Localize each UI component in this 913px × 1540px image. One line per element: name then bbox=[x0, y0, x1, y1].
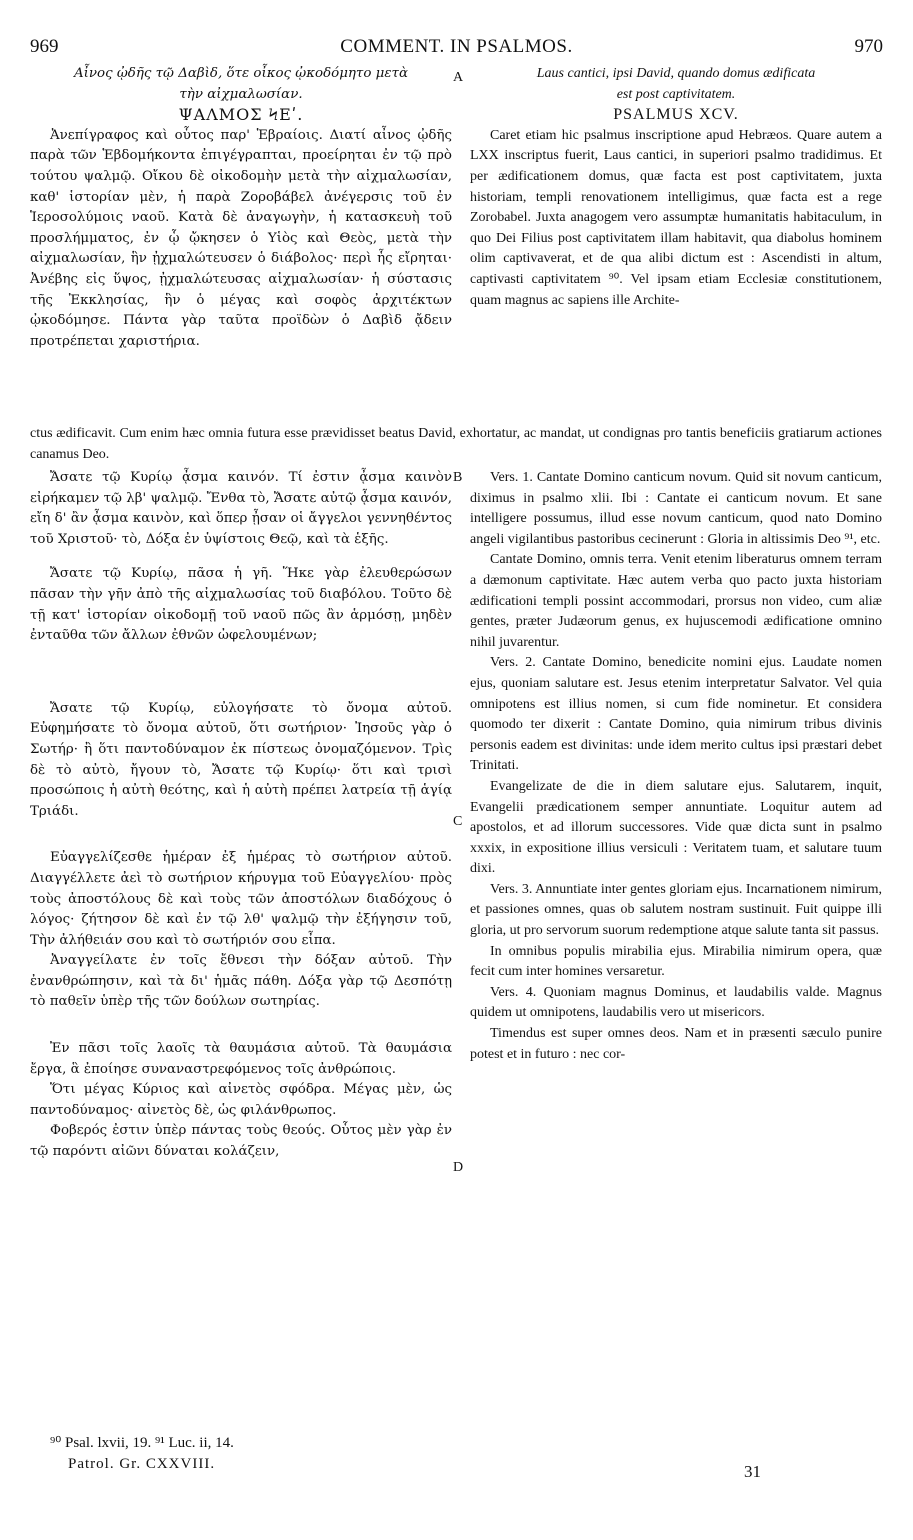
latin-verse-1b: Cantate Domino, omnis terra. Venit etenim liberaturus omnem terram a dæmonum captivitate. Hæc autem verba quo pacto juxta historiam ædificationi templi possint accommodari, prorsus non video, cum aliæ gentes, præter Judæorum genus, ex hujuscemodi ædificatione omnino nihil juvarentur. bbox=[470, 552, 882, 650]
greek-intro-paragraph: Ἀνεπίγραφος καὶ οὗτος παρ' Ἑβραίοις. Διατί αἶνος ᾠδῆς παρὰ τῶν Ἑβδομήκοντα ἐπιγέγραπται, προείρηται ἐν τῷ πρὸ τούτου ψαλμῷ. Οἴκου δὲ οἰκοδομὴν μετὰ τὴν αἰχμαλωσίαν, καθ' ἱστορίαν μὲν, ἡ παρὰ Ζοροβάβελ ἀνέγερσις τοῦ ἐν Ἱεροσολύμοις ναοῦ. Κατὰ δὲ ἀναγωγὴν, ἡ κατασκευὴ τοῦ προσλήμματος, ἐν ᾧ ᾤκησεν ὁ Υἱὸς καὶ Θεὸς, μετὰ τὴν αἰχμαλωσίαν, ἣν ᾐχμαλώτευσεν ὁ διάβολος· περὶ ἧς εἴρηται· Ἀνέβης εἰς ὕψος, ᾐχμαλώτευσας αἰχμαλωσίαν· ἡ σύστασις τῆς Ἐκκλησίας, ἣν ὁ μέγας καὶ σοφὸς ἀρχιτέκτων ᾠκοδόμησε. Πάντα γὰρ ταῦτα προϊδὼν ὁ Δαβὶδ ᾄδειν προτρέπεται χαριστήρια. bbox=[30, 127, 452, 349]
latin-title-line2: est post captivitatem. bbox=[616, 86, 736, 102]
latin-verse-3b: In omnibus populis mirabilia ejus. Mirabilia nimirum opera, quæ fecit cum inter homines versaretur. bbox=[470, 943, 882, 980]
right-page-number: 970 bbox=[854, 36, 883, 57]
left-page-number: 969 bbox=[30, 36, 59, 57]
latin-psalm-heading: PSALMUS XCV. bbox=[613, 106, 739, 124]
latin-intro-paragraph: Caret etiam hic psalmus inscriptione apud Hebræos. Quare autem a LXX inscriptus fuerit, Laus cantici, in superiori psalmo tradidimus. Et per ædificationem domus, quæ facta est post captivitatem, juxta historiam, templi renovationem intelligimus, quæ facta est a rege Zorobabel. Juxta anagogem vero assumptæ humanitatis habitaculum, in quo Dei Filius post captivitatem illam habitavit, qua diabolus hominem olim captivaverat, et de qua alibi dictum est : Ascendisti in altum, captivasti captivitatem ⁹⁰. Vel ipsam etiam Ecclesiæ constitutionem, quam magnus ac sapiens ille Archite- bbox=[470, 127, 882, 308]
greek-verse-3: Ἀναγγείλατε ἐν τοῖς ἔθνεσι τὴν δόξαν αὐτοῦ. Τὴν ἐνανθρώπησιν, καὶ τὰ δι' ἡμᾶς πάθη. Δόξα γὰρ τῷ Δεσπότῃ τὸ παθεῖν ὑπὲρ τῆς τῶν δούλων σωτηρίας. bbox=[30, 953, 452, 1010]
greek-verse-4: Ὅτι μέγας Κύριος καὶ αἰνετὸς σφόδρα. Μέγας μὲν, ὡς παντοδύναμος· αἰνετὸς δὲ, ὡς φιλάνθρωπος. bbox=[30, 1082, 452, 1118]
patrologia-signature: Patrol. Gr. CXXVIII. bbox=[68, 1456, 216, 1472]
latin-column-top bbox=[470, 64, 882, 311]
full-width-line: ctus ædificavit. Cum enim hæc omnia futura esse prævidisset beatus David, exhortatur, ac mandat, ut condignas pro tantis beneficiis gratiarum actiones canamus Deo. bbox=[30, 426, 882, 462]
latin-verse-1: Vers. 1. Cantate Domino canticum novum. Quid sit novum canticum, diximus in psalmo xlii. Ibi : Cantate ei canticum novum. Et sane intelligere possumus, illud esse novum canticum, quod nato Domino angeli vigilantibus pastoribus cecinerunt : Gloria in altissimis Deo ⁹¹, etc. bbox=[470, 470, 882, 547]
column-marker-b: B bbox=[453, 470, 463, 485]
greek-verse-1b: Ἄσατε τῷ Κυρίῳ, πᾶσα ἡ γῆ. Ἥκε γὰρ ἐλευθερώσων πᾶσαν τὴν γῆν ἀπὸ τῆς αἰχμαλωσίας τοῦ διαβόλου. Τοῦτο δὲ τῇ κατ' ἱστορίαν οἰκοδομῇ τοῦ ναοῦ πῶς ἂν ἁρμόσῃ, μηδὲν ἐνταῦθα τῶν ἄλλων ἐθνῶν ὠφελουμένων; bbox=[30, 566, 452, 644]
greek-verse-3b: Ἐν πᾶσι τοῖς λαοῖς τὰ θαυμάσια αὐτοῦ. Τὰ θαυμάσια ἔργα, ἃ ἐποίησε συναναστρεφόμενος τοῖς ἀνθρώποις. bbox=[30, 1041, 452, 1077]
latin-verse-2b: Evangelizate de die in diem salutare ejus. Salutarem, inquit, Evangelii prædicationem semper annuntiate. Loquitur autem ad apostolos, et ad illorum successores. Vide quæ dicta sunt in psalmo xxxix, in expositione illius versiculi : Veritatem tuam, et salutare tuum dixi. bbox=[470, 778, 882, 877]
column-marker-a: A bbox=[453, 70, 464, 85]
greek-verse-2b: Εὐαγγελίζεσθε ἡμέραν ἐξ ἡμέρας τὸ σωτήριον αὐτοῦ. Διαγγέλλετε ἀεὶ τὸ σωτήριον κήρυγμα τοῦ Εὐαγγελίου· πρὸς τοὺς ἀποστόλους δὲ καὶ τοὺς τῶν ἀποστόλων διαδόχους ὁ λόγος· ζήτησον δὲ καὶ ἐν τῷ λθ' ψαλμῷ τὴν ἐξήγησιν τοῦ, Τὴν ἀλήθειάν σου καὶ τὸ σωτήριόν σου εἶπα. bbox=[30, 850, 452, 948]
footnote-references: ⁹⁰ Psal. lxvii, 19. ⁹¹ Luc. ii, 14. bbox=[50, 1435, 234, 1451]
greek-verse-2: Ἄσατε τῷ Κυρίῳ, εὐλογήσατε τὸ ὄνομα αὐτοῦ. Εὐφημήσατε τὸ ὄνομα αὐτοῦ, ὅτι σωτήριον· Ἰησοῦς γὰρ ὁ Σωτήρ· ἢ ὅτι παντοδύναμον ἐκ πίστεως ὀνομαζόμενον. Τρὶς δὲ τὸ αὐτὸ, ἤγουν τὸ, Ἄσατε τῷ Κυρίῳ· ὅτι καὶ τρισὶ προσώποις ἡ αὐτὴ θεότης, καὶ ἡ αὐτὴ πρέπει λατρεία τῇ ἁγίᾳ Τριάδι. bbox=[30, 700, 452, 819]
column-marker-d: D bbox=[453, 1160, 464, 1175]
column-marker-c: C bbox=[453, 814, 463, 829]
greek-title-line1: Αἶνος ᾠδῆς τῷ Δαβὶδ, ὅτε οἶκος ᾠκοδόμητο μετὰ bbox=[73, 66, 408, 81]
running-header bbox=[30, 36, 883, 60]
sheet-number: 31 bbox=[744, 1462, 761, 1481]
greek-title-line2: τὴν αἰχμαλωσίαν. bbox=[179, 86, 303, 102]
greek-column-top bbox=[30, 64, 452, 352]
greek-verse-1: Ἄσατε τῷ Κυρίῳ ᾆσμα καινόν. Τί ἐστιν ᾆσμα καινὸν εἰρήκαμεν τῷ λβ' ψαλμῷ. Ἔνθα τὸ, Ἄσατε αὐτῷ ᾆσμα καινόν, εἴη δ' ἂν ᾆσμα καινὸν, καὶ ὅπερ ᾖσαν οἱ ἄγγελοι γεννηθέντος τοῦ Χριστοῦ· τὸ, Δόξα ἐν ὑψίστοις Θεῷ, καὶ τὰ ἑξῆς. bbox=[30, 470, 452, 547]
greek-column-bottom bbox=[30, 468, 452, 1163]
latin-verse-4: Vers. 4. Quoniam magnus Dominus, et laudabilis valde. Magnus quidem ut omnipotens, laudabilis vero ut misericors. bbox=[470, 984, 882, 1021]
latin-verse-2: Vers. 2. Cantate Domino, benedicite nomini ejus. Laudate nomen ejus, quoniam salutare est. Jesus etenim interpretatur Salvator. Vel quia omnipotens est illius nomen, si cum fide nominetur. Et considera quomodo ter dixerit : Cantate Domino, quia nimirum tribus divinis personis eadem est divinitas: unde idem merito cultus ipsi præstari debet Trinitati. bbox=[470, 655, 882, 774]
greek-verse-4b: Φοβερός ἐστιν ὑπὲρ πάντας τοὺς θεούς. Οὗτος μὲν γὰρ ἐν τῷ παρόντι αἰῶνι δύναται κολάζειν, bbox=[30, 1123, 452, 1160]
latin-verse-3: Vers. 3. Annuntiate inter gentes gloriam ejus. Incarnationem nimirum, et passiones omnes, quas ob salutem nostram sustinuit. Fuit quippe illi gloria, ut pro servorum suorum redemptione atque salute tanta sit passus. bbox=[470, 881, 882, 939]
greek-psalm-heading: ΨΑΛΜΟΣ ϞΕʹ. bbox=[178, 105, 304, 125]
running-title: COMMENT. IN PSALMOS. bbox=[340, 36, 573, 57]
latin-column-bottom bbox=[470, 468, 882, 1065]
latin-verse-4b: Timendus est super omnes deos. Nam et in præsenti sæculo punire potest et in futuro : nec cor- bbox=[470, 1026, 882, 1062]
latin-title-line1: Laus cantici, ipsi David, quando domus ædificata bbox=[536, 66, 816, 81]
footnotes bbox=[50, 1433, 234, 1475]
